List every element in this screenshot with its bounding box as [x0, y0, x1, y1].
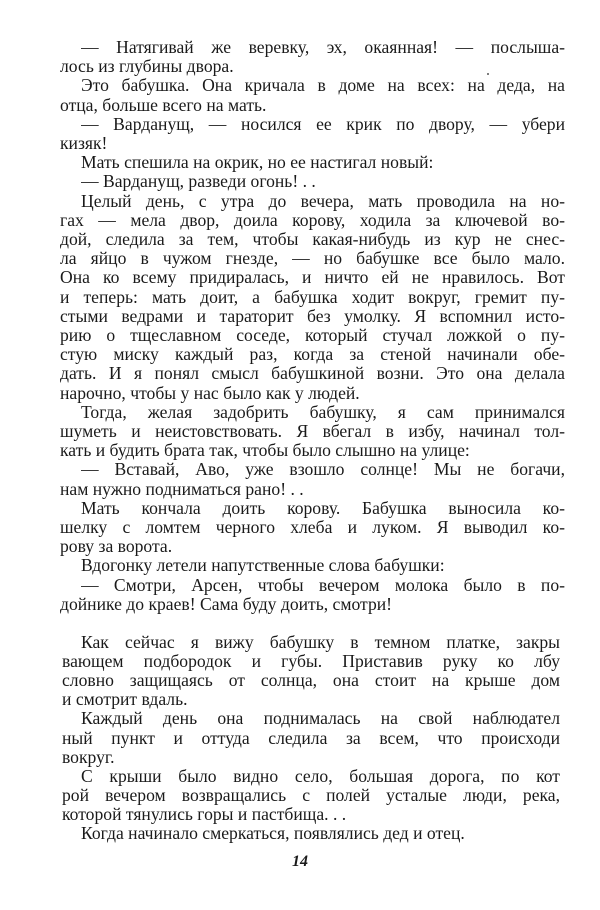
text-line: шуметь и неистовствовать. Я вбегал в избу, начинал тол- [60, 422, 565, 441]
text-line: отца, больше всего на мать. [60, 95, 267, 115]
text-line: стую миску каждый раз, когда за стеной начинали обе- [60, 345, 565, 365]
paragraph-first-line: С крыши было видно село, большая дорога, по кот [81, 766, 560, 786]
paragraph-first-line: — Варданущ, — носился ее крик по двору, — убери [81, 114, 565, 134]
paragraph-first-line: Это бабушка. Она кричала в доме на всех: на деда, на [81, 76, 565, 96]
paragraph-first-line: — Вставай, Аво, уже взошло солнце! Мы не богачи, [81, 460, 565, 480]
paragraph-first-line: Каждый день она поднималась на свой наблюдател [81, 709, 560, 729]
paragraph-first-line: Когда начинало смеркаться, появлялись дед и отец. [81, 824, 465, 843]
paragraph-first-line: — Смотри, Арсен, чтобы вечером молока было в по- [81, 575, 565, 595]
paragraph-first-line: Мать спешила на окрик, но ее настигал новый: [81, 153, 434, 173]
paragraph-first-line: Как сейчас я вижу бабушку в темном платке, закры [81, 633, 560, 652]
text-line: рию о тщеславном соседе, который стучал ложкой о пу- [60, 326, 565, 345]
text-line: кизяк! [60, 134, 108, 153]
text-line: ла яйцо в чужом гнезде, — но бабушке все было мало. [60, 249, 565, 269]
text-line: гах — мела двор, доила корову, ходила за ключевой во- [60, 210, 565, 230]
scan-speck [487, 73, 489, 75]
paragraph-first-line: Целый день, с утра до вечера, мать проводила на но- [81, 191, 565, 211]
text-line: вокруг. [62, 747, 115, 767]
text-line: шелку с ломтем черного хлеба и луком. Я выводил ко- [60, 518, 565, 537]
text-line: нарочно, чтобы у нас было как у людей. [60, 383, 360, 403]
text-line: дойнике до краев! Сама буду доить, смотри! [60, 594, 393, 614]
paragraph-first-line: Тогда, желая задобрить бабушку, я сам принимался [81, 402, 565, 422]
paragraph-first-line: — Натягивай же веревку, эх, окаянная! — послыша- [81, 38, 565, 57]
text-line: Она ко всему придиралась, и ничто ей не нравилось. Вот [60, 268, 565, 288]
text-line: стыми ведрами и тараторит без умолку. Я вспомнил исто- [60, 306, 565, 326]
paragraph-first-line: Вдогонку летели напутственные слова бабушки: [81, 556, 445, 576]
text-line: рой вечером возвращались с полей усталые люди, река, [62, 785, 560, 805]
text-line: дой, следила за тем, чтобы какая-нибудь из кур не снес- [60, 230, 565, 249]
text-line: и теперь: мать доит, а бабушка ходит вокруг, гремит пу- [60, 287, 565, 307]
text-line: словно защищаясь от солнца, она стоит на крыше дом [62, 671, 560, 691]
text-line: дать. И я понял смысл бабушкиной возни. Это она делала [60, 364, 565, 384]
text-line: и смотрит вдаль. [62, 690, 188, 710]
text-line: рову за ворота. [60, 537, 173, 557]
text-line: вающем подбородок и губы. Приставив руку ко лбу [62, 652, 560, 672]
text-line: ный пункт и оттуда следила за всем, что происходи [62, 728, 560, 748]
text-line: нам нужно подниматься рано! . . [60, 479, 304, 499]
text-line: лось из глубины двора. [60, 57, 234, 77]
text-line: кать и будить брата так, чтобы было слышно на улице: [60, 441, 470, 461]
text-line: которой тянулись горы и пастбища. . . [62, 804, 347, 824]
paragraph-first-line: — Варданущ, разведи огонь! . . [81, 172, 316, 192]
page-number: 14 [292, 853, 308, 870]
paragraph-first-line: Мать кончала доить корову. Бабушка выносила ко- [81, 498, 565, 518]
